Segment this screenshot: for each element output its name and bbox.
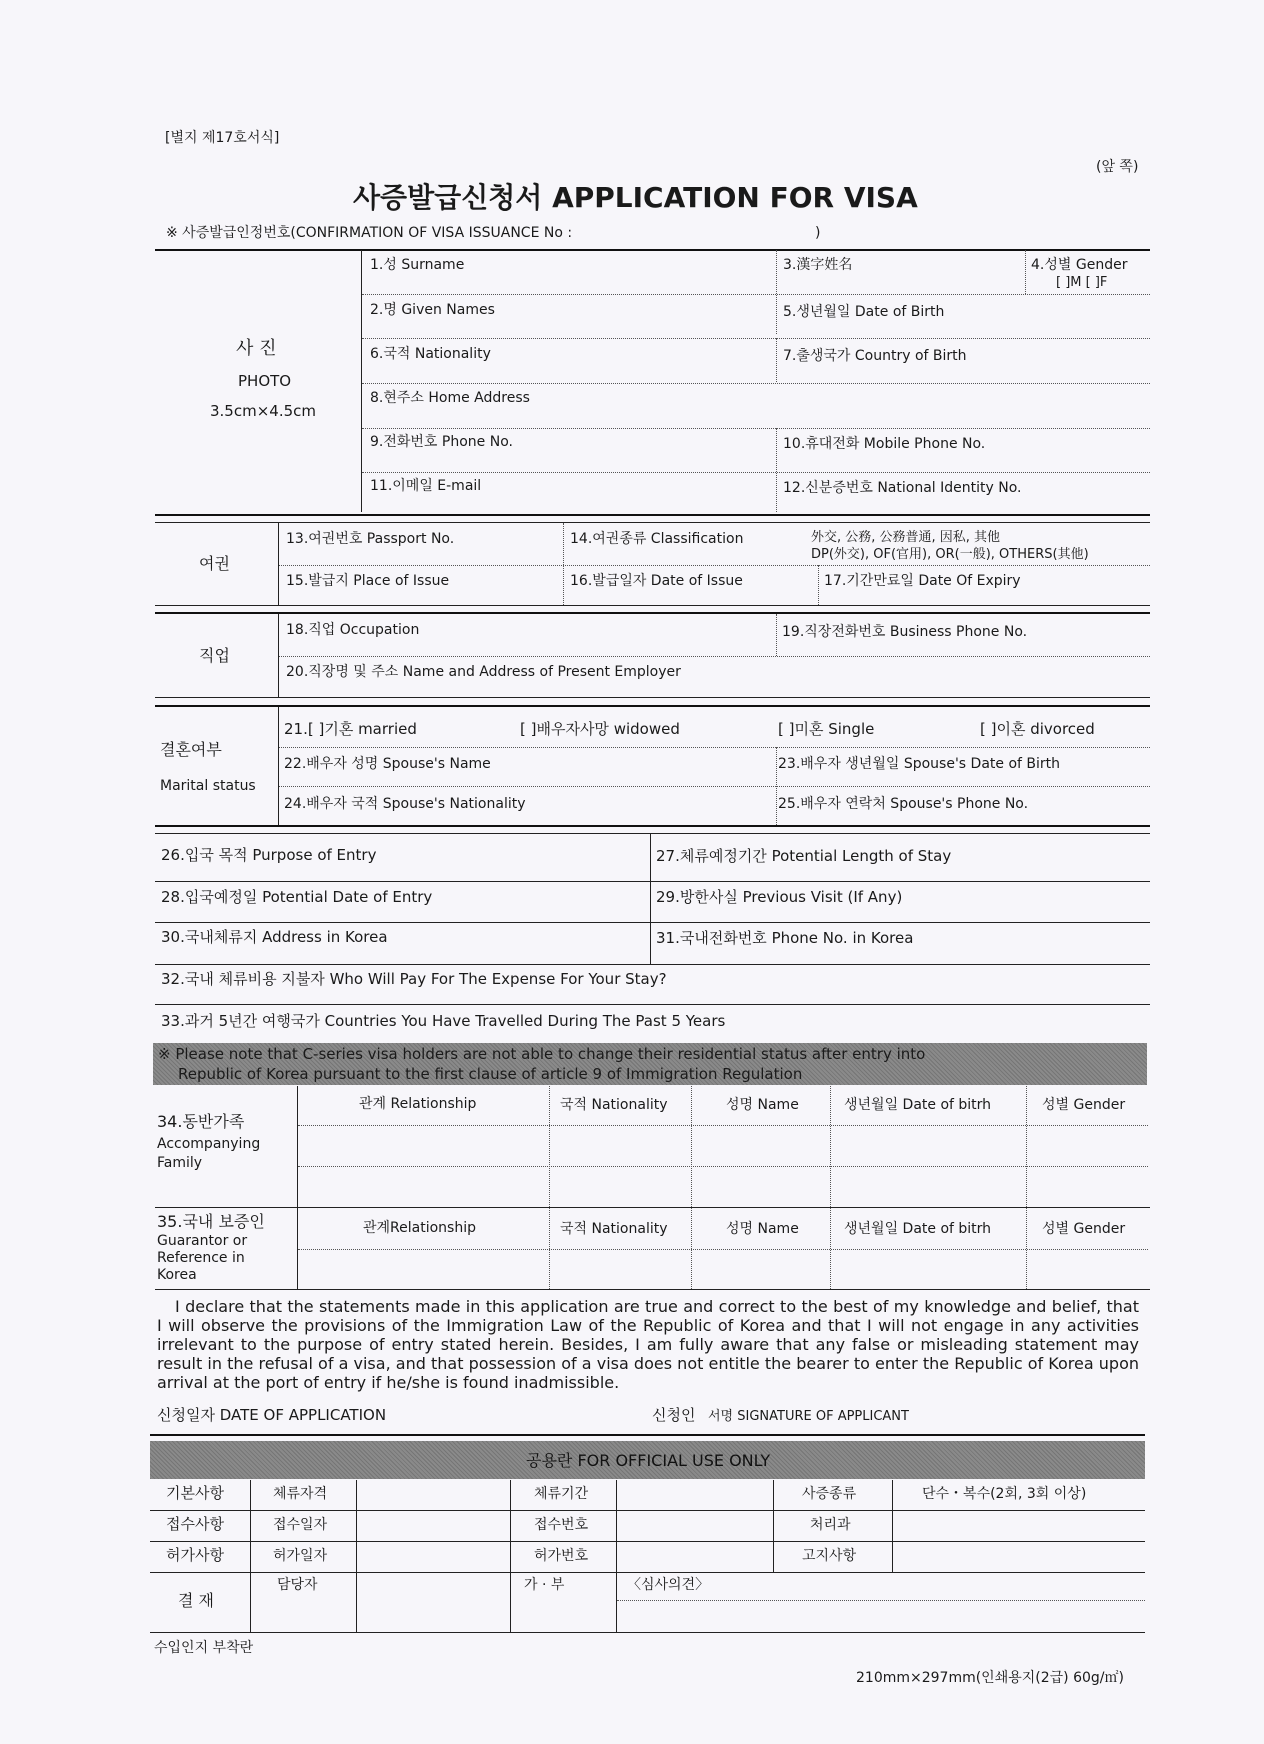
date-of-expiry-field[interactable]: 17.기간만료일 Date Of Expiry — [824, 573, 1021, 589]
classification-options-en[interactable]: DP(外交), OF(官用), OR(一般), OTHERS(其他) — [811, 547, 1089, 562]
official-status-label: 체류자격 — [273, 1486, 328, 1502]
countries-travelled-field[interactable]: 33.과거 5년간 여행국가 Countries You Have Travelled During The Past 5 Years — [161, 1012, 726, 1030]
official-stay-period-label: 체류기간 — [534, 1486, 589, 1502]
email-field[interactable]: 11.이메일 E-mail — [370, 478, 482, 494]
notice-line-2: Republic of Korea pursuant to the first clause of article 9 of Immigration Regulation — [178, 1065, 803, 1083]
official-approve-reject-label: 가 · 부 — [524, 1577, 565, 1593]
phone-field[interactable]: 9.전화번호 Phone No. — [370, 434, 513, 450]
page-side-label: (앞 쪽) — [1096, 159, 1139, 175]
spouse-phone-field[interactable]: 25.배우자 연락처 Spouse's Phone No. — [778, 796, 1029, 812]
surname-field[interactable]: 1.성 Surname — [370, 257, 465, 273]
phone-in-korea-field[interactable]: 31.국내전화번호 Phone No. in Korea — [656, 929, 914, 947]
length-of-stay-field[interactable]: 27.체류예정기간 Potential Length of Stay — [656, 847, 952, 865]
mobile-phone-field[interactable]: 10.휴대전화 Mobile Phone No. — [783, 436, 986, 452]
passport-section-label: 여권 — [199, 554, 230, 573]
confirmation-number-close: ) — [815, 225, 821, 241]
guarantor-col-relationship: 관계Relationship — [363, 1220, 476, 1236]
gender-field: 4.성별 Gender — [1031, 257, 1128, 273]
declaration-text: I declare that the statements made in this application are true and correct to the best of my knowledge and belief, that I will observe the provisions of the Immigration Law of the Republic of Korea and that I will not engage in any activities irrelevant to the purpose of entry stated herein. Besides, I am fully aware that any false or misleading statement may result in the refusal of a visa, and that possession of a visa does not entitle the bearer to enter the Republic of Korea upon arrival at the port of entry if he/she is found inadmissible. — [157, 1297, 1139, 1392]
classification-options-ko[interactable]: 外交, 公務, 公務普通, 因私, 其他 — [811, 530, 1001, 545]
passport-classification-field: 14.여권종류 Classification — [570, 531, 744, 547]
revenue-stamp-label: 수입인지 부착란 — [154, 1640, 254, 1656]
passport-number-field[interactable]: 13.여권번호 Passport No. — [286, 531, 455, 547]
business-phone-field[interactable]: 19.직장전화번호 Business Phone No. — [782, 624, 1028, 640]
married-checkbox[interactable]: 21.[ ]기혼 married — [284, 720, 417, 738]
official-receipt-date-label: 접수일자 — [273, 1517, 328, 1533]
family-col-gender: 성별 Gender — [1042, 1097, 1126, 1113]
official-processing-dept-label: 처리과 — [810, 1517, 851, 1533]
photo-box[interactable] — [158, 252, 358, 510]
signature-label-ko: 신청인 — [652, 1406, 696, 1424]
family-col-dob: 생년월일 Date of bitrh — [844, 1097, 992, 1113]
date-of-birth-field[interactable]: 5.생년월일 Date of Birth — [783, 304, 945, 320]
marital-section-label-ko: 결혼여부 — [160, 740, 222, 759]
home-address-field[interactable]: 8.현주소 Home Address — [370, 390, 530, 406]
gender-checkboxes[interactable]: [ ]M [ ]F — [1056, 275, 1108, 290]
form-title: 사증발급신청서 APPLICATION FOR VISA — [353, 181, 918, 214]
photo-size: 3.5cm×4.5cm — [210, 402, 316, 420]
official-notice-label: 고지사항 — [802, 1548, 857, 1564]
national-id-field[interactable]: 12.신분증번호 National Identity No. — [783, 480, 1022, 496]
family-label-2: Accompanying — [157, 1136, 261, 1152]
widowed-checkbox[interactable]: [ ]배우자사망 widowed — [520, 720, 680, 738]
official-permit-date-label: 허가일자 — [273, 1548, 328, 1564]
guarantor-col-nationality: 국적 Nationality — [560, 1221, 668, 1237]
spouse-dob-field[interactable]: 23.배우자 생년월일 Spouse's Date of Birth — [778, 756, 1061, 772]
guarantor-col-dob: 생년월일 Date of bitrh — [844, 1221, 992, 1237]
marital-section-label-en: Marital status — [160, 778, 256, 794]
official-receipt-number-label: 접수번호 — [534, 1517, 589, 1533]
occupation-field[interactable]: 18.직업 Occupation — [286, 622, 420, 638]
expense-payer-field[interactable]: 32.국내 체류비용 지불자 Who Will Pay For The Expense For Your Stay? — [161, 970, 667, 988]
purpose-of-entry-field[interactable]: 26.입국 목적 Purpose of Entry — [161, 846, 377, 864]
date-of-application-field[interactable]: 신청일자 DATE OF APPLICATION — [157, 1406, 387, 1424]
family-col-nationality: 국적 Nationality — [560, 1097, 668, 1113]
form-number: [별지 제17호서식] — [165, 130, 280, 146]
address-in-korea-field[interactable]: 30.국내체류지 Address in Korea — [161, 928, 388, 946]
divorced-checkbox[interactable]: [ ]이혼 divorced — [980, 720, 1095, 738]
family-col-relationship: 관계 Relationship — [359, 1096, 477, 1112]
previous-visit-field[interactable]: 29.방한사실 Previous Visit (If Any) — [656, 888, 903, 906]
chinese-name-field[interactable]: 3.漢字姓名 — [783, 257, 853, 273]
country-of-birth-field[interactable]: 7.출생국가 Country of Birth — [783, 348, 967, 364]
official-use-header: 공용란 FOR OFFICIAL USE ONLY — [526, 1451, 771, 1470]
given-names-field[interactable]: 2.명 Given Names — [370, 302, 495, 318]
guarantor-col-gender: 성별 Gender — [1042, 1221, 1126, 1237]
official-visa-type-options[interactable]: 단수・복수(2회, 3회 이상) — [922, 1486, 1087, 1502]
spouse-name-field[interactable]: 22.배우자 성명 Spouse's Name — [284, 756, 491, 772]
family-label-1: 34.동반가족 — [157, 1112, 245, 1131]
nationality-field[interactable]: 6.국적 Nationality — [370, 346, 491, 362]
date-of-entry-field[interactable]: 28.입국예정일 Potential Date of Entry — [161, 888, 433, 906]
official-permit-info-label: 허가사항 — [166, 1546, 224, 1564]
family-label-3: Family — [157, 1155, 203, 1171]
family-col-name: 성명 Name — [726, 1097, 799, 1113]
notice-line-1: ※ Please note that C-series visa holders are not able to change their residential status after entry into — [158, 1045, 926, 1063]
official-permit-number-label: 허가번호 — [534, 1548, 589, 1564]
official-basic-info-label: 기본사항 — [166, 1484, 224, 1502]
paper-spec: 210mm×297mm(인쇄용지(2급) 60g/㎡) — [856, 1670, 1124, 1686]
spouse-nationality-field[interactable]: 24.배우자 국적 Spouse's Nationality — [284, 796, 526, 812]
employer-field[interactable]: 20.직장명 및 주소 Name and Address of Present Employer — [286, 664, 681, 680]
photo-label-ko: 사 진 — [236, 338, 277, 359]
single-checkbox[interactable]: [ ]미혼 Single — [778, 720, 875, 738]
guarantor-label-1: 35.국내 보증인 — [157, 1212, 265, 1231]
date-of-issue-field[interactable]: 16.발급일자 Date of Issue — [570, 573, 743, 589]
official-review-opinion-label: 〈심사의견〉 — [627, 1577, 710, 1593]
signature-field[interactable]: 서명 SIGNATURE OF APPLICANT — [708, 1409, 909, 1424]
official-visa-type-label: 사증종류 — [802, 1486, 857, 1502]
official-approval-label: 결 재 — [178, 1591, 214, 1610]
occupation-section-label: 직업 — [199, 646, 230, 665]
guarantor-label-2: Guarantor or — [157, 1233, 248, 1249]
photo-label-en: PHOTO — [238, 372, 292, 390]
guarantor-col-name: 성명 Name — [726, 1221, 799, 1237]
official-officer-label: 담당자 — [277, 1577, 318, 1593]
guarantor-label-3: Reference in — [157, 1250, 245, 1266]
guarantor-label-4: Korea — [157, 1267, 197, 1283]
confirmation-number-label: ※ 사증발급인정번호(CONFIRMATION OF VISA ISSUANCE No : — [166, 225, 573, 241]
place-of-issue-field[interactable]: 15.발급지 Place of Issue — [286, 573, 450, 589]
official-receipt-info-label: 접수사항 — [166, 1515, 224, 1533]
